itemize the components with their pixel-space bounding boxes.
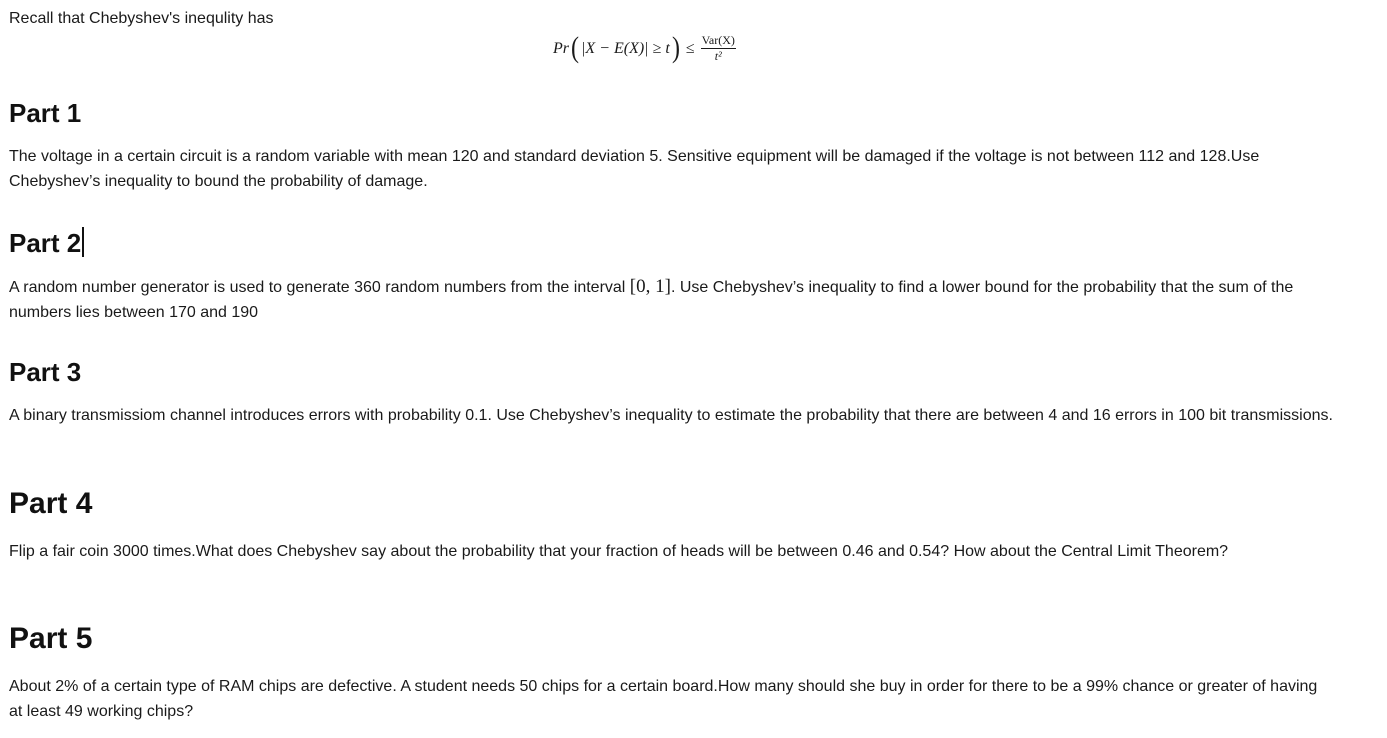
part-4-title: Part 4	[9, 487, 93, 520]
formula-leq: ≤	[685, 40, 695, 57]
formula-inner: |X − E(X)| ≥ t	[581, 40, 670, 57]
part-1-section	[9, 98, 1333, 194]
intro-text: Recall that Chebyshev's inequlity has	[9, 10, 274, 27]
part-3-section	[9, 357, 1333, 428]
part-3-text: A binary transmissiom channel introduces errors with probability 0.1. Use Chebyshev’s inequality to estimate the probability that there are between 4 and 16 errors in 100 bit transmissions.	[9, 407, 1333, 424]
formula-open-paren: (	[571, 31, 579, 64]
formula-numerator: Var(X)	[701, 32, 735, 47]
part-5-title: Part 5	[9, 622, 93, 655]
part-5-section	[9, 622, 1333, 724]
chebyshev-formula	[553, 27, 736, 71]
formula-denominator: t²	[714, 48, 722, 63]
part-4-section	[9, 487, 1333, 564]
part-2-section	[9, 227, 1333, 325]
interval-math: [0, 1]	[629, 276, 671, 297]
part-2-text: A random number generator is used to generate 360 random numbers from the interval [0, 1]. Use Chebyshev’s inequality to find a lower bound for the probability that the sum of the numbers lies between 170 and 190	[9, 276, 1294, 321]
part-3-title: Part 3	[9, 357, 82, 387]
part-4-text: Flip a fair coin 3000 times.What does Chebyshev say about the probability that your fraction of heads will be between 0.46 and 0.54? How about the Central Limit Theorem?	[9, 543, 1229, 560]
part-1-title: Part 1	[9, 98, 82, 128]
formula-fraction	[701, 34, 736, 63]
part-2-title: Part 2	[9, 227, 1333, 258]
formula-close-paren: )	[671, 31, 680, 64]
part-1-text: The voltage in a certain circuit is a random variable with mean 120 and standard deviation 5. Sensitive equipment will be damaged if the voltage is not between 112 and 128.Use Chebyshev’s inequality to bound the probability of damage.	[9, 148, 1260, 190]
part-5-text: About 2% of a certain type of RAM chips are defective. A student needs 50 chips for a certain board.How many should she buy in order for there to be a 99% chance or greater of having at least 49 working chips?	[9, 678, 1318, 720]
text-cursor	[82, 227, 84, 257]
formula-pr: Pr	[553, 40, 569, 57]
